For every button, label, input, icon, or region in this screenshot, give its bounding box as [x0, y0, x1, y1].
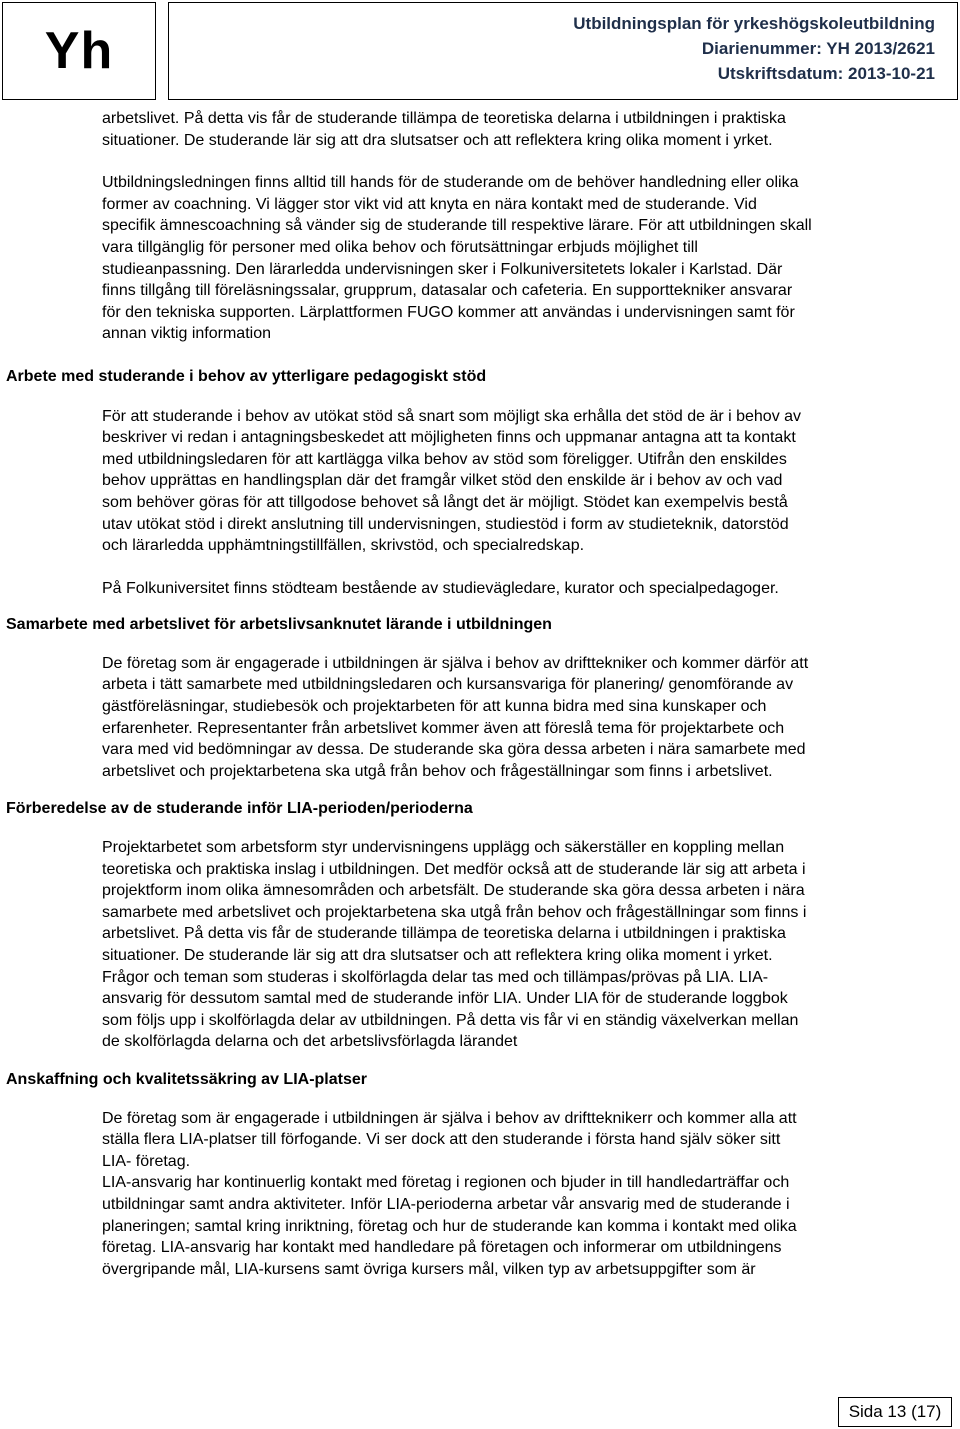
document-header — [168, 2, 958, 100]
diarienummer: Diarienummer: YH 2013/2621 — [701, 39, 935, 58]
document-body — [0, 108, 960, 1280]
yh-logo — [2, 2, 156, 100]
intro-paragraph-2: Utbildningsledningen finns alltid till hands för de studerande om de behöver handledning eller olika former av coachning. Vi lägger stor vikt vid att knyta en nära kontakt med de studerande. Vid specifik ämnescoachning så vänder sig de studerande till respektive lärare. För att utbildningen skall vara tillgänglig för personer med olika behov och förutsättningar erbjuds möjlighet till studieanpassning. Den lärarledda undervisningen sker i Folkuniversitetets lokaler i Karlstad. Där finns tillgång till föreläsningssalar, grupprum, datasalar och cafeteria. En supporttekniker ansvarar för den tekniska supporten. Lärplattformen FUGO kommer att användas i undervisningen samt för annan viktig information — [102, 174, 812, 343]
support-paragraph-2: På Folkuniversitet finns stödteam bestående av studievägledare, kurator och specialpedagoger. — [102, 579, 779, 597]
section-heading-lia-places: Anskaffning och kvalitetssäkring av LIA-platser — [6, 1070, 367, 1088]
support-paragraph-1: För att studerande i behov av utökat stöd så snart som möjligt ska erhålla det stöd de är i behov av beskriver vi redan i antagningsbeskedet att möjligheten finns och uppmanar antagna att ta kontakt med utbildningsledaren för att kartlägga vilka behov av stöd som föreligger. Utifrån den enskildes behov upprättas en handlingsplan där det framgår vilket stöd den enskilde är i behov av och vad som behöver göras för att tillgodose behovet så långt det är möjligt. Stödet kan exempelvis bestå utav utökat stöd i direkt anslutning till undervisningen, studiestöd i form av studieteknik, datorstöd och lärarledda upphämtningstillfällen, skrivstöd, och specialredskap. — [102, 407, 802, 555]
yh-logo-text: Yh — [44, 22, 114, 80]
lia-preparation-paragraph: Projektarbetet som arbetsform styr undervisningens upplägg och säkerställer en koppling mellan teoretiska och praktiska inslag i utbildningen. Det medför också att de studerande lär sig att arbeta i projektform inom olika ämnesområden och arbetsfält. De studerande ska göra dessa arbeten i nära samarbete med arbetslivet och projektarbetena ska utgå från behov och frågeställningar som finns i arbetslivet. På detta vis får de studerande tillämpa de teoretiska delarna i utbildningen i praktiska situationer. De studerande lär sig att dra slutsatser och att reflektera kring olika moment i yrket. Frågor och teman som studeras i skolförlagda delar tas med och tillämpas/prövas på LIA. LIA- ansvarig för dessutom samtal med de studerande inför LIA. Under LIA för de studerande loggbok som följs upp i skolförlagda delar av utbildningen. På detta vis får vi en ständig växelverkan mellan de skolförlagda delarna och det arbetslivsförlagda lärandet — [102, 839, 807, 1051]
lia-places-paragraph: De företag som är engagerade i utbildningen är själva i behov av driftteknikerr och kommer alla att ställa flera LIA-platser till förfogande. Vi ser dock att den studerande i första hand själv söker sitt LIA- företag. LIA-ansvarig har kontinuerlig kontakt med företag i regionen och bjuder in till handledarträffar och utbildningar samt andra aktiviteter. Inför LIA-perioderna arbetar vår ansvarig med de studerande i planeringen; samtal kring inriktning, företag och hur de studerande kan komma i kontakt med olika företag. LIA-ansvarig har kontakt med handledare på företagen och informerar om utbildningens övergripande mål, LIA-kursens samt övriga kursers mål, vilken typ av arbetsuppgifter som är — [102, 1109, 797, 1278]
collaboration-paragraph: De företag som är engagerade i utbildningen är själva i behov av drifttekniker och kommer därför att arbeta i tätt samarbete med utbildningsledaren och kursansvariga för planering/ genomförande av gästföreläsningar, studiebesök och projektarbeten för att kunna bidra med sina kunskaper och erfarenheter. Representanter från arbetslivet kommer även att föreslå tema för projektarbete och vara med vid bedömningar av dessa. De studerande ska göra dessa arbeten i nära samarbete med arbetslivet och projektarbetena ska utgå från behov och frågeställningar som finns i arbetslivet. — [102, 654, 809, 780]
section-heading-support: Arbete med studerande i behov av ytterligare pedagogiskt stöd — [6, 367, 487, 385]
section-heading-lia-preparation: Förberedelse av de studerande inför LIA-perioden/perioderna — [6, 800, 473, 818]
page-number: Sida 13 (17) — [848, 1402, 942, 1421]
utskriftsdatum: Utskriftsdatum: 2013-10-21 — [717, 64, 935, 83]
page-number-box — [838, 1397, 952, 1427]
intro-paragraph-1: arbetslivet. På detta vis får de studerande tillämpa de teoretiska delarna i utbildningen i praktiska situationer. De studerande lär sig att dra slutsatser och att reflektera kring olika moment i yrket. — [102, 110, 786, 149]
section-heading-work-collaboration: Samarbete med arbetslivet för arbetslivsanknutet lärande i utbildningen — [6, 616, 552, 634]
document-title: Utbildningsplan för yrkeshögskoleutbildning — [573, 14, 935, 33]
